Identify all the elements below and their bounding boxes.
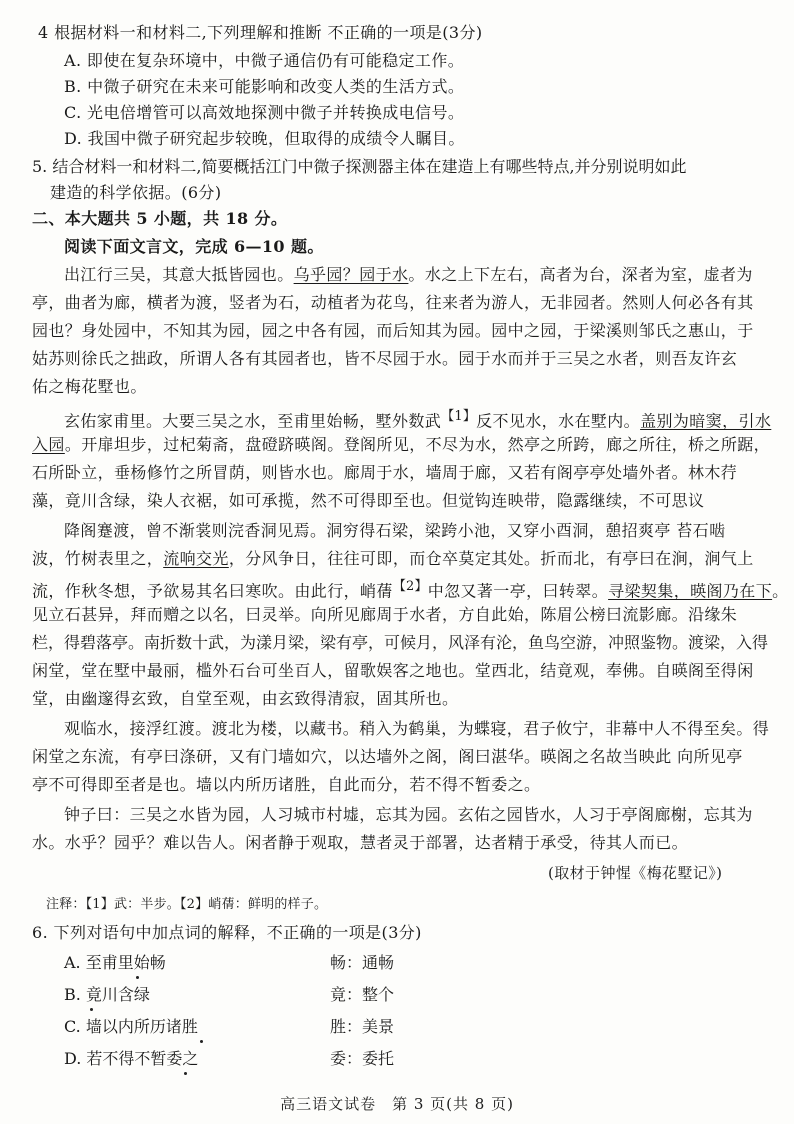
underlined-sentence: 寻梁契集，暎阁乃在下: [608, 581, 773, 601]
q6-option-d-gloss: 委：委托: [330, 1049, 395, 1068]
passage-p5-line2: 水。水乎？园乎？难以告人。闲者静于观取，慧者灵于部署，达者精于承受，待其人而已。: [32, 833, 689, 852]
passage-p1-line1: 出江行三吴，其意大抵皆园也。乌乎园？园于水。水之上下左右，高者为台，深者为室，虚者为: [64, 265, 753, 284]
emphasis-dot: [136, 976, 139, 979]
passage-p4-line2: 闲堂之东流，有亭曰涤研，又有门墙如穴，以达墙外之阁，阁曰湛华。暎阁之名故当映此 向所见亭: [32, 747, 743, 766]
passage-p1-line2: 亭，曲者为廊，横者为渡，竖者为石，动植者为花鸟，往来者为游人，无非园者。然则人何必各有其: [32, 293, 754, 312]
q6-option-c-sentence: C. 墙以内所历诸胜: [64, 1017, 198, 1036]
q6-option-a-gloss: 畅：通畅: [330, 953, 395, 972]
passage-p1-line4: 姑苏则徐氏之拙政，所谓人各有其园者也，皆不尽园于水。园于水而并于三吴之水者，则吾友许玄: [32, 349, 738, 368]
emphasis-dot: [184, 1072, 187, 1075]
q4-stem: 4 根据材料一和材料二,下列理解和推断 不正确的一项是(3分): [38, 23, 483, 42]
q6-option-c-gloss: 胜：美景: [330, 1017, 395, 1036]
emphasis-dot: [90, 1008, 93, 1011]
q6-option-b-sentence: B. 竟川含绿: [64, 985, 150, 1004]
footnote-marker-1: 【1】: [441, 409, 477, 424]
passage-p1-line5: 佑之梅花墅也。: [32, 377, 147, 396]
q4-option-c: C. 光电倍增管可以高效地探测中微子并转换成电信号。: [64, 103, 465, 122]
passage-source: (取材于钟惺《梅花墅记》): [548, 864, 723, 882]
underlined-sentence: 入园: [32, 435, 65, 454]
footnote-marker-2: 【2】: [392, 579, 428, 594]
q6-option-d-sentence: D. 若不得不暂委之: [64, 1049, 199, 1068]
q5-stem-line2: 建造的科学依据。(6分): [50, 183, 222, 202]
passage-p3-line4: 见立石甚异，拜而赠之以名，曰灵举。向所见廊周于水者，方自此始，陈眉公榜曰流影廊。沿缘朱: [32, 605, 738, 624]
passage-p2-line4: 藻，竟川含绿，染人衣裾，如可承揽，然不可得即至也。但觉钩连映带，隐露继续，不可思议: [32, 491, 705, 510]
q5-stem-line1: 5. 结合材料一和材料二,简要概括江门中微子探测器主体在建造上有哪些特点,并分别说明如此: [32, 157, 687, 176]
passage-p3-line6: 闲堂，堂在墅中最丽，槛外石台可坐百人，留歌娱客之地也。堂西北，结竟观，奉佛。自暎阁至得闲: [32, 661, 754, 680]
section-heading: 二、本大题共 5 小题，共 18 分。: [32, 209, 288, 228]
passage-p5-line1: 钟子曰：三吴之水皆为园，人习城市村墟，忘其为园。玄佑之园皆水，人习于亭阁廊榭，忘其为: [64, 805, 753, 824]
passage-p4-line3: 亭不可得即至者是也。墙以内所历诸胜，自此而分，若不得不暂委之。: [32, 775, 541, 794]
q4-option-d: D. 我国中微子研究起步较晚，但取得的成绩令人瞩目。: [64, 129, 465, 148]
footnotes: 注释：【1】武：半步。【2】峭蒨：鲜明的样子。: [46, 897, 328, 912]
underlined-sentence: 乌乎园？园于水: [293, 265, 409, 284]
passage-p3-line2: 波，竹树表里之，流响交光，分风争日，往往可即，而仓卒莫定其处。折而北，有亭曰在涧，涧气上: [32, 549, 754, 568]
passage-p3-line7: 堂，由幽邃得玄致，自堂至观，由玄致得清寂，固其所也。: [32, 689, 459, 708]
passage-p1-line3: 园也？身处园中，不知其为园，园之中各有园，而后知其为园。园中之园，于梁溪则邹氏之惠山，于: [32, 321, 754, 340]
page-footer: 高三语文试卷 第 3 页(共 8 页): [280, 1095, 514, 1113]
passage-p4-line1: 观临水，接浮红渡。渡北为楼，以藏书。稍入为鹤巢，为蝶寝，君子攸宁，非幕中人不得至矣。得: [64, 719, 770, 738]
passage-p2-line1: 玄佑家甫里。大要三吴之水，至甫里始畅，墅外数武$^{【1】}$反不见水，水在墅内。盖别为暗窦，引水: [64, 409, 772, 431]
q6-option-a-sentence: A. 至甫里始畅: [64, 953, 166, 972]
passage-p2-line3: 石所卧立，垂杨修竹之所冒荫，则皆水也。廊周于水，墙周于廊，又若有阁亭亭处墙外者。林木荇: [32, 463, 738, 482]
q6-stem: 6. 下列对语句中加点词的解释，不正确的一项是(3分): [32, 923, 422, 942]
passage-p2-line2: 入园。开扉坦步，过杞菊斋，盘磴跻暎阁。登阁所见，不尽为水，然亭之所跨，廊之所往，桥之所踞，: [32, 435, 771, 454]
emphasis-dot: [200, 1040, 203, 1043]
reading-instruction: 阅读下面文言文，完成 6—10 题。: [64, 237, 324, 256]
passage-p3-line3: 流，作秋冬想，予欲易其名曰寒吹。由此行，峭蒨$^{【2】}$中忽又著一亭，曰转翠。寻梁契集，暎阁乃在下。: [32, 579, 789, 601]
q4-option-b: B. 中微子研究在未来可能影响和改变人类的生活方式。: [64, 77, 465, 96]
passage-p3-line1: 降阁蹇渡，曾不渐裳则浣香洞见焉。洞穷得石梁，梁跨小池，又穿小酉洞，憩招爽亭 苔石啮: [64, 521, 726, 540]
underlined-sentence: 流响交光: [163, 549, 229, 568]
underlined-sentence: 盖别为暗窦，引水: [640, 411, 772, 431]
q6-option-b-gloss: 竟：整个: [330, 985, 395, 1004]
passage-p3-line5: 栏，得碧落亭。南折数十武，为漾月梁，梁有亭，可候月，风泽有沦，鱼鸟空游，冲照鉴物。渡梁，入得: [32, 633, 769, 652]
q4-option-a: A. 即使在复杂环境中，中微子通信仍有可能稳定工作。: [64, 51, 465, 70]
